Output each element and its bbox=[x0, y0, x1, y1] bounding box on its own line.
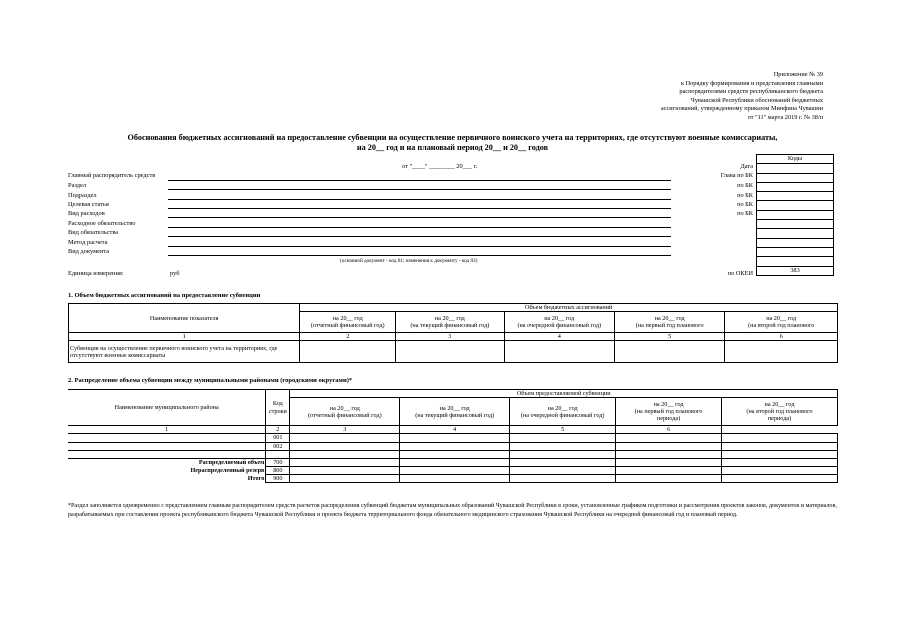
appendix-line: к Порядку формирования и представления главными bbox=[680, 79, 823, 87]
s2-value-cell[interactable] bbox=[400, 442, 510, 450]
s2-value-cell[interactable] bbox=[290, 475, 400, 483]
s2-number: 5 bbox=[510, 426, 616, 434]
code-label-bk: по БК bbox=[737, 201, 753, 208]
date-line: от "____" ________ 20___ г. bbox=[402, 163, 478, 170]
s1-col-header: на 20__ год (на текущий финансовый год) bbox=[396, 312, 504, 333]
field-line bbox=[168, 255, 671, 256]
unit-value: руб bbox=[170, 270, 180, 277]
s2-value-cell[interactable] bbox=[616, 475, 722, 483]
table-row bbox=[68, 450, 838, 458]
code-label-okei: по ОКЕИ bbox=[727, 270, 753, 277]
table-row bbox=[68, 442, 838, 450]
s1-col-header: на 20__ год (на второй год планового bbox=[725, 312, 838, 333]
field-line bbox=[168, 236, 671, 237]
code-cell[interactable] bbox=[757, 247, 834, 256]
s2-value-cell[interactable] bbox=[616, 458, 722, 466]
s2-col-name: Наименование муниципального района bbox=[68, 390, 266, 426]
s2-col-header: на 20__ год (на второй год планового периода) bbox=[722, 398, 838, 426]
code-label-bk: по БК bbox=[737, 210, 753, 217]
s2-value-cell[interactable] bbox=[290, 434, 400, 442]
field-label-main-manager: Главный распорядитель средств bbox=[68, 172, 156, 179]
s2-value-cell[interactable] bbox=[290, 458, 400, 466]
s1-col-name: Наименование показателя bbox=[69, 304, 300, 333]
s2-col-header: на 20__ год (на первый год планового периода) bbox=[616, 398, 722, 426]
table-row bbox=[68, 475, 838, 483]
table-row bbox=[68, 458, 838, 466]
s1-col-header: на 20__ год (на очередной финансовый год) bbox=[504, 312, 614, 333]
s2-group-header: Объем предоставляемой субвенции bbox=[290, 390, 838, 398]
s2-row-code: 900 bbox=[266, 475, 290, 483]
s1-value-cell[interactable] bbox=[300, 341, 396, 363]
s2-col-header: на 20__ год (на очередной финансовый год) bbox=[510, 398, 616, 426]
s1-number: 1 bbox=[69, 333, 300, 341]
table-row bbox=[68, 467, 838, 475]
s2-row-code: 800 bbox=[266, 467, 290, 475]
appendix-line: Чувашской Республики обоснований бюджетных bbox=[690, 96, 823, 104]
code-label-bk: по БК bbox=[737, 192, 753, 199]
appendix-block bbox=[563, 71, 823, 123]
s2-row-code: 002 bbox=[266, 442, 290, 450]
s1-number: 6 bbox=[725, 333, 838, 341]
s1-col-header: на 20__ год (отчетный финансовый год) bbox=[300, 312, 396, 333]
s2-value-cell[interactable] bbox=[616, 467, 722, 475]
s2-value-cell[interactable] bbox=[400, 434, 510, 442]
s2-value-cell[interactable] bbox=[722, 458, 838, 466]
field-label-doc-type: Вид документа bbox=[68, 248, 110, 255]
s2-value-cell[interactable] bbox=[616, 450, 722, 458]
appendix-line: распорядителями средств республиканского бюджета bbox=[679, 88, 823, 96]
s2-value-cell[interactable] bbox=[400, 467, 510, 475]
section1-title: 1. Объем бюджетных ассигнований на предоставление субвенции bbox=[68, 292, 261, 299]
s1-number: 4 bbox=[504, 333, 614, 341]
s2-col-header: на 20__ год (отчетный финансовый год) bbox=[290, 398, 400, 426]
s2-value-cell[interactable] bbox=[290, 442, 400, 450]
table-row bbox=[68, 434, 838, 442]
s2-value-cell[interactable] bbox=[400, 475, 510, 483]
s2-value-cell[interactable] bbox=[290, 450, 400, 458]
field-label-subsection: Подраздел bbox=[68, 192, 97, 199]
s2-row-name: Итого bbox=[247, 475, 265, 483]
s2-value-cell[interactable] bbox=[722, 434, 838, 442]
s1-value-cell[interactable] bbox=[725, 341, 838, 363]
s1-number: 3 bbox=[396, 333, 504, 341]
code-cell[interactable] bbox=[757, 238, 834, 247]
s1-value-cell[interactable] bbox=[614, 341, 724, 363]
appendix-line: от "11" марта 2019 г. № 38/п bbox=[747, 113, 823, 121]
s2-row-name bbox=[68, 450, 266, 458]
s2-value-cell[interactable] bbox=[510, 467, 616, 475]
field-label-calc-method: Метод расчета bbox=[68, 239, 108, 246]
code-cell[interactable] bbox=[757, 257, 834, 266]
code-cell[interactable] bbox=[757, 201, 834, 210]
code-cell[interactable] bbox=[757, 220, 834, 229]
field-line bbox=[168, 208, 671, 209]
field-label-expense-obligation: Расходное обязательство bbox=[68, 220, 136, 227]
s2-value-cell[interactable] bbox=[400, 450, 510, 458]
unit-label: Единица измерения: bbox=[68, 270, 124, 277]
s2-number: 4 bbox=[400, 426, 510, 434]
codes-header: Коды bbox=[757, 155, 834, 164]
code-cell[interactable] bbox=[757, 182, 834, 191]
code-cell[interactable] bbox=[757, 192, 834, 201]
field-label-obligation-type: Вид обязательства bbox=[68, 229, 119, 236]
title-line-2: на 20__ год и на плановый период 20__ и 20__ годов bbox=[356, 143, 549, 152]
s2-row-name: Нераспределенный резерв bbox=[190, 467, 265, 475]
s2-number: 6 bbox=[616, 426, 722, 434]
s2-col-header: на 20__ год (на текущий финансовый год) bbox=[400, 398, 510, 426]
s1-value-cell[interactable] bbox=[396, 341, 504, 363]
s2-row-name: Распределяемый объем bbox=[198, 459, 265, 467]
s2-number: 1 bbox=[68, 426, 266, 434]
s2-value-cell[interactable] bbox=[400, 458, 510, 466]
s2-value-cell[interactable] bbox=[722, 450, 838, 458]
s2-row-code: 700 bbox=[266, 458, 290, 466]
section1-table bbox=[68, 303, 838, 363]
s2-number: 2 bbox=[266, 426, 290, 434]
code-label-bk: по БК bbox=[737, 182, 753, 189]
s2-row-name bbox=[68, 442, 266, 450]
field-line bbox=[168, 199, 671, 200]
s2-number: 3 bbox=[290, 426, 400, 434]
code-cell[interactable] bbox=[757, 210, 834, 219]
s2-col-code: Код строки bbox=[266, 390, 290, 426]
s1-col-header: на 20__ год (на первый год планового bbox=[614, 312, 724, 333]
section2-title: 2. Распределение объема субвенции между муниципальными районами (городскими округами)* bbox=[68, 377, 353, 384]
field-line bbox=[168, 189, 671, 190]
s1-number: 2 bbox=[300, 333, 396, 341]
s2-value-cell[interactable] bbox=[722, 467, 838, 475]
code-label-chapter: Глава по БК bbox=[720, 172, 753, 179]
s1-value-cell[interactable] bbox=[504, 341, 614, 363]
title-line-1: Обоснования бюджетных ассигнований на предоставление субвенции на осуществление первичного воинского учета на территориях, где отсутствуют военные комиссариаты, bbox=[127, 133, 778, 142]
s2-value-cell[interactable] bbox=[510, 450, 616, 458]
s2-row-code bbox=[266, 450, 290, 458]
s2-row-name bbox=[68, 434, 266, 442]
footnote: *Раздел заполняется одновременно с представлением главным распорядителем средств расчетов распределения субвенций бюджетам муниципальных образований Чувашской Республики в сроки, установленные графиком подготовки и рассмотрения проектов законов, документов и материалов, разрабатываемых при составлении проекта республиканского бюджета Чувашской Республики и проекта бюджета территориального фонда обязательного медицинского страхования Чувашской Республики на очередной финансовый год и плановый период. bbox=[68, 503, 837, 518]
appendix-line: ассигнований, утвержденному приказом Минфина Чувашии bbox=[660, 105, 823, 113]
doc-type-hint: (основной документ - код 01; изменения к документу - код 02) bbox=[340, 258, 478, 264]
appendix-line: Приложение № 39 bbox=[773, 71, 823, 78]
s1-group-header: Объем бюджетных ассигнований bbox=[300, 304, 838, 312]
code-cell[interactable] bbox=[757, 173, 834, 182]
field-label-expense-type: Вид расходов bbox=[68, 210, 105, 217]
s1-number: 5 bbox=[614, 333, 724, 341]
code-label-date: Дата bbox=[740, 163, 753, 170]
code-cell[interactable] bbox=[757, 164, 834, 173]
s2-value-cell[interactable] bbox=[616, 434, 722, 442]
code-cell[interactable] bbox=[757, 229, 834, 238]
s2-value-cell[interactable] bbox=[510, 442, 616, 450]
field-line bbox=[168, 227, 671, 228]
s2-value-cell[interactable] bbox=[510, 434, 616, 442]
s2-value-cell[interactable] bbox=[510, 458, 616, 466]
s2-value-cell[interactable] bbox=[616, 442, 722, 450]
s2-value-cell[interactable] bbox=[510, 475, 616, 483]
field-label-target-article: Целевая статья bbox=[68, 201, 109, 208]
document-title bbox=[90, 133, 815, 153]
s2-value-cell[interactable] bbox=[722, 442, 838, 450]
s2-row-code: 001 bbox=[266, 434, 290, 442]
section2-table bbox=[68, 389, 838, 483]
field-line bbox=[168, 246, 671, 247]
codes-table bbox=[756, 154, 834, 276]
okei-value: 383 bbox=[757, 266, 834, 275]
field-line bbox=[168, 217, 671, 218]
s2-value-cell[interactable] bbox=[290, 467, 400, 475]
s1-row-label: Субвенция на осуществление первичного воинского учета на территориях, где отсутствуют военные комиссариаты bbox=[69, 341, 300, 363]
s2-value-cell[interactable] bbox=[722, 475, 838, 483]
field-label-section: Раздел bbox=[68, 182, 87, 189]
field-line bbox=[168, 180, 671, 181]
